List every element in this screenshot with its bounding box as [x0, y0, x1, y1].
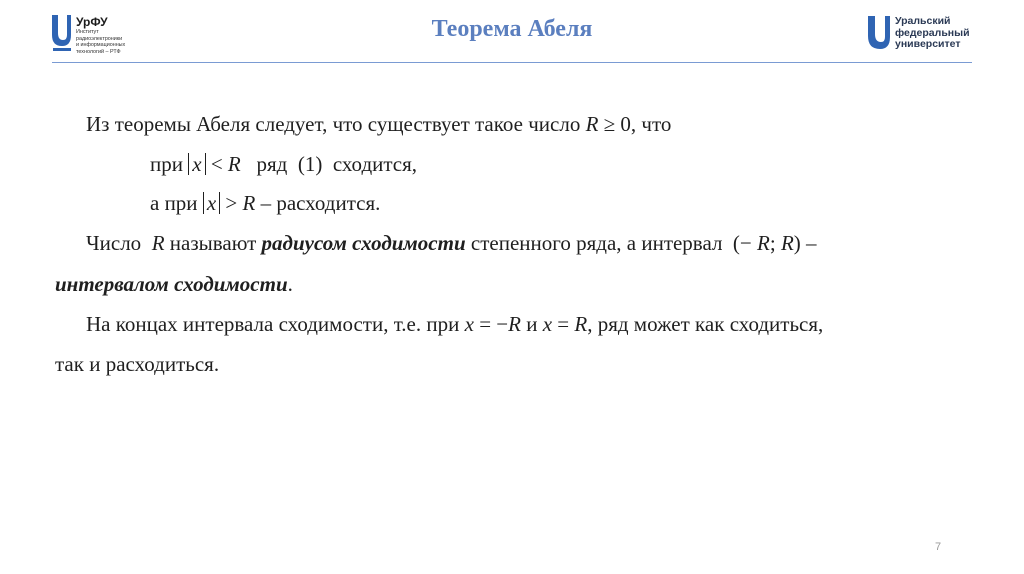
header-divider	[52, 62, 972, 63]
text-line-7: так и расходиться.	[55, 352, 220, 376]
text-line-2: при x < R ряд (1) сходится,	[150, 152, 418, 176]
abs-x: x	[203, 192, 220, 214]
page-number: 7	[935, 541, 942, 553]
term-interval-of-convergence: интервалом сходимости	[55, 272, 288, 296]
text-line-6: На концах интервала сходимости, т.е. при x = −R и x = R, ряд может как сходиться,	[86, 312, 824, 336]
urfu-logo-icon	[867, 14, 891, 52]
university-logo	[867, 14, 977, 58]
text-line-1: Из теоремы Абеля следует, что существует такое число R ≥ 0, что	[86, 112, 672, 136]
text-line-4: Число R называют радиусом сходимости степенного ряда, а интервал (− R; R) –	[86, 231, 817, 255]
term-radius-of-convergence: радиусом сходимости	[261, 231, 466, 255]
university-logo-name: Уральский федеральный университет	[895, 15, 970, 50]
text-line-3: а при x > R – расходится.	[150, 191, 381, 215]
institute-logo-name: УрФУ	[76, 15, 108, 29]
institute-logo-subtitle: Институт радиоэлектроники и информационных технологий – РТФ	[76, 29, 126, 55]
text-line-5: интервалом сходимости.	[55, 272, 293, 296]
slide-title: Теорема Абеля	[431, 16, 593, 42]
abs-x: x	[188, 153, 205, 175]
